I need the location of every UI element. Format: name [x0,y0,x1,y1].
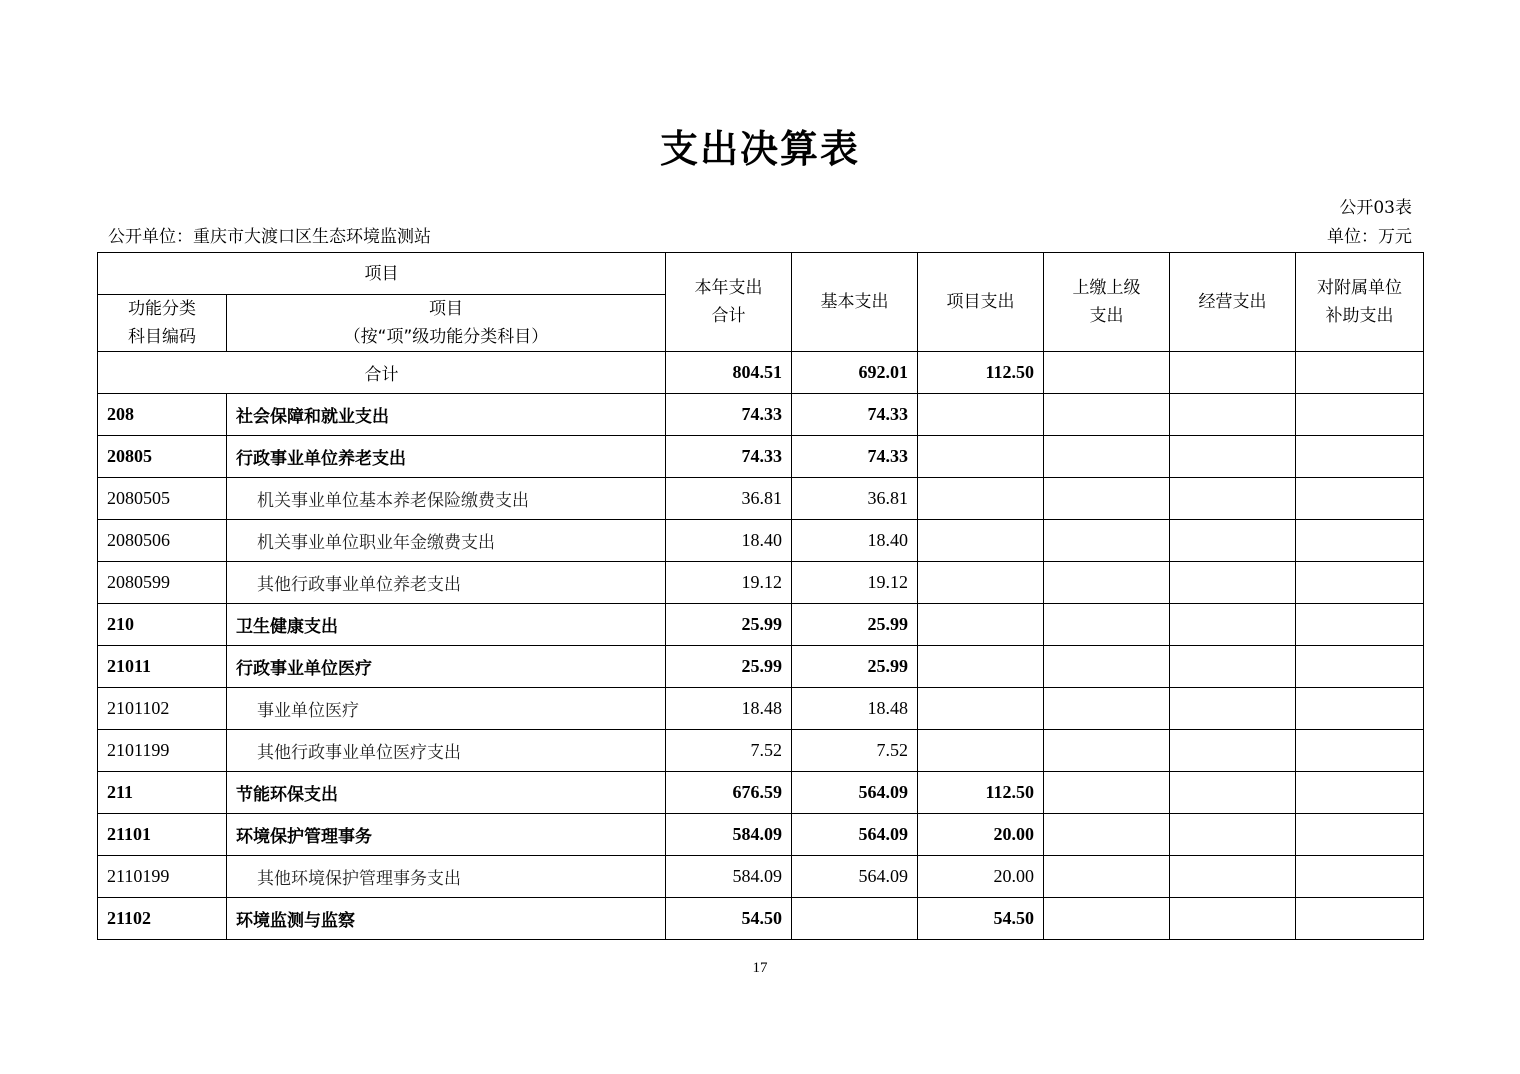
total-amount: 804.51 [666,352,792,394]
row-name: 其他行政事业单位医疗支出 [227,730,666,772]
row-basic: 74.33 [792,436,918,478]
header-subsidy [1296,253,1424,352]
table-body [98,394,1424,940]
header-name [227,295,666,352]
row-subsidy [1296,604,1424,646]
row-upper [1044,646,1170,688]
header-name-line1: 项目 [429,299,463,319]
row-project [918,646,1044,688]
row-total: 74.33 [666,394,792,436]
page-number: 17 [752,960,768,976]
row-upper [1044,856,1170,898]
row-total: 25.99 [666,646,792,688]
table-row [98,688,1424,730]
header-code-line1: 功能分类 [128,299,196,319]
row-subsidy [1296,898,1424,940]
row-name: 社会保障和就业支出 [227,394,666,436]
currency-unit: 单位：万元 [1327,227,1412,247]
row-basic: 74.33 [792,394,918,436]
row-project [918,478,1044,520]
row-business [1170,814,1296,856]
row-project [918,688,1044,730]
row-business [1170,520,1296,562]
row-total: 584.09 [666,814,792,856]
header-subsidy-line2: 补助支出 [1325,306,1394,326]
row-upper [1044,520,1170,562]
row-total: 584.09 [666,856,792,898]
header-total [666,253,792,352]
row-code: 2080506 [98,520,227,562]
row-upper [1044,562,1170,604]
row-project: 112.50 [918,772,1044,814]
row-basic: 564.09 [792,856,918,898]
row-total: 25.99 [666,604,792,646]
row-subsidy [1296,730,1424,772]
header-subsidy-line1: 对附属单位 [1317,278,1402,298]
row-total: 18.48 [666,688,792,730]
total-row [98,352,1424,394]
row-name: 机关事业单位职业年金缴费支出 [227,520,666,562]
header-name-line2: （按“项”级功能分类科目） [343,327,549,347]
header-total-line1: 本年支出 [694,278,763,298]
row-total: 19.12 [666,562,792,604]
total-basic: 692.01 [792,352,918,394]
row-upper [1044,898,1170,940]
header-business: 经营支出 [1170,253,1296,352]
row-name: 节能环保支出 [227,772,666,814]
row-basic [792,898,918,940]
total-project: 112.50 [918,352,1044,394]
row-project [918,604,1044,646]
row-business [1170,604,1296,646]
table-row [98,604,1424,646]
row-basic: 19.12 [792,562,918,604]
row-upper [1044,772,1170,814]
table-row [98,394,1424,436]
table-row [98,562,1424,604]
row-upper [1044,814,1170,856]
row-basic: 564.09 [792,814,918,856]
row-code: 210 [98,604,227,646]
header-code-line2: 科目编码 [128,327,196,347]
row-subsidy [1296,814,1424,856]
row-basic: 7.52 [792,730,918,772]
row-business [1170,772,1296,814]
row-project: 20.00 [918,814,1044,856]
row-total: 7.52 [666,730,792,772]
row-subsidy [1296,520,1424,562]
row-business [1170,436,1296,478]
row-basic: 18.48 [792,688,918,730]
row-basic: 25.99 [792,646,918,688]
table-row [98,520,1424,562]
row-upper [1044,604,1170,646]
row-upper [1044,730,1170,772]
row-code: 21101 [98,814,227,856]
row-name: 环境监测与监察 [227,898,666,940]
row-total: 74.33 [666,436,792,478]
total-subsidy [1296,352,1424,394]
form-number: 公开03表 [1339,198,1412,218]
table-row [98,856,1424,898]
row-subsidy [1296,772,1424,814]
row-total: 676.59 [666,772,792,814]
row-subsidy [1296,478,1424,520]
header-code [98,295,227,352]
expenditure-table [97,252,1424,940]
header-basic: 基本支出 [792,253,918,352]
header-project: 项目支出 [918,253,1044,352]
row-business [1170,898,1296,940]
row-code: 2101199 [98,730,227,772]
row-upper [1044,478,1170,520]
header-upper [1044,253,1170,352]
table-row [98,646,1424,688]
row-business [1170,730,1296,772]
row-upper [1044,394,1170,436]
total-upper [1044,352,1170,394]
row-name: 其他行政事业单位养老支出 [227,562,666,604]
row-subsidy [1296,646,1424,688]
row-total: 36.81 [666,478,792,520]
row-project: 54.50 [918,898,1044,940]
table-row [98,730,1424,772]
header-row-1 [98,253,1424,295]
row-total: 18.40 [666,520,792,562]
header-upper-line1: 上缴上级 [1072,278,1141,298]
row-name: 卫生健康支出 [227,604,666,646]
table-row [98,436,1424,478]
row-code: 2101102 [98,688,227,730]
row-code: 21102 [98,898,227,940]
row-code: 211 [98,772,227,814]
row-business [1170,394,1296,436]
row-subsidy [1296,562,1424,604]
row-business [1170,562,1296,604]
row-total: 54.50 [666,898,792,940]
page-title: 支出决算表 [659,127,860,171]
table-row [98,478,1424,520]
table-row [98,772,1424,814]
row-business [1170,688,1296,730]
reporting-unit: 公开单位：重庆市大渡口区生态环境监测站 [108,227,431,247]
row-name: 行政事业单位养老支出 [227,436,666,478]
row-upper [1044,688,1170,730]
row-code: 2080599 [98,562,227,604]
row-business [1170,856,1296,898]
row-subsidy [1296,688,1424,730]
row-name: 机关事业单位基本养老保险缴费支出 [227,478,666,520]
row-basic: 36.81 [792,478,918,520]
row-name: 事业单位医疗 [227,688,666,730]
row-code: 21011 [98,646,227,688]
row-basic: 25.99 [792,604,918,646]
row-code: 2110199 [98,856,227,898]
table-row [98,898,1424,940]
table-row [98,814,1424,856]
total-business [1170,352,1296,394]
row-business [1170,478,1296,520]
row-subsidy [1296,436,1424,478]
header-total-line2: 合计 [711,306,746,326]
row-project [918,394,1044,436]
row-upper [1044,436,1170,478]
row-name: 其他环境保护管理事务支出 [227,856,666,898]
row-subsidy [1296,856,1424,898]
total-label: 合计 [98,352,666,394]
row-project [918,562,1044,604]
row-project [918,520,1044,562]
header-item-group: 项目 [98,253,666,295]
row-project [918,730,1044,772]
row-code: 20805 [98,436,227,478]
row-code: 208 [98,394,227,436]
row-subsidy [1296,394,1424,436]
row-code: 2080505 [98,478,227,520]
row-project: 20.00 [918,856,1044,898]
row-project [918,436,1044,478]
row-basic: 564.09 [792,772,918,814]
row-business [1170,646,1296,688]
header-upper-line2: 支出 [1089,306,1124,326]
row-name: 环境保护管理事务 [227,814,666,856]
row-name: 行政事业单位医疗 [227,646,666,688]
row-basic: 18.40 [792,520,918,562]
